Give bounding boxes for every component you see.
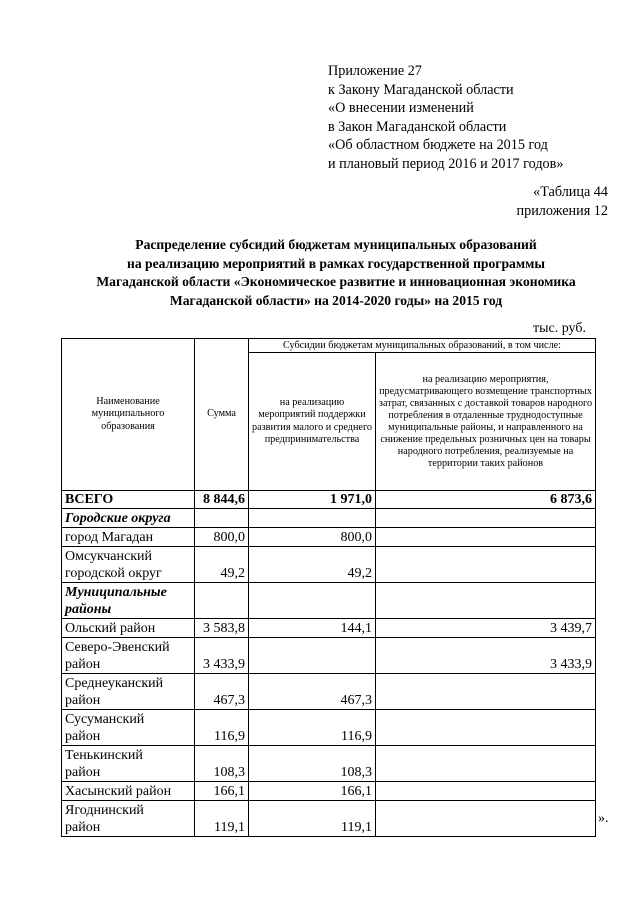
header-col1: на реализацию мероприятий поддержки развития малого и среднего предпринимательства (249, 353, 376, 491)
table-reference-line: приложения 12 (516, 202, 608, 219)
row-sum: 3 433,9 (195, 638, 249, 674)
section-title: Муниципальные районы (62, 583, 195, 619)
row-name: Омсукчанский городской округ (62, 547, 195, 583)
row-col2 (376, 782, 596, 801)
title-line: Распределение субсидий бюджетам муниципальных образований (135, 237, 537, 252)
row-sum: 3 583,8 (195, 619, 249, 638)
row-col2: 3 439,7 (376, 619, 596, 638)
row-name: Среднеуканский район (62, 674, 195, 710)
row-col1 (249, 638, 376, 674)
table-row (62, 547, 596, 583)
row-col2 (376, 710, 596, 746)
appendix-line: «О внесении изменений (328, 100, 474, 117)
row-col1: 467,3 (249, 674, 376, 710)
section-row (62, 583, 596, 619)
total-label: ВСЕГО (62, 491, 195, 509)
row-col2 (376, 674, 596, 710)
title-line: Магаданской области» на 2014-2020 годы» на 2015 год (169, 292, 503, 308)
row-col2 (376, 801, 596, 837)
header-group: Субсидии бюджетам муниципальных образований, в том числе: (249, 339, 596, 353)
row-col2 (376, 547, 596, 583)
table-row (62, 801, 596, 837)
appendix-line: и плановый период 2016 и 2017 годов» (328, 155, 564, 172)
total-row (62, 491, 596, 509)
row-name: Хасынский район (62, 782, 195, 801)
table-row (62, 710, 596, 746)
total-col1: 1 971,0 (249, 491, 376, 509)
appendix-line: «Об областном бюджете на 2015 год (328, 137, 548, 154)
row-sum: 467,3 (195, 674, 249, 710)
header-sum: Сумма (195, 339, 249, 491)
row-sum: 49,2 (195, 547, 249, 583)
row-col1: 144,1 (249, 619, 376, 638)
subsidy-table (61, 338, 596, 837)
section-row (62, 509, 596, 528)
table-row (62, 528, 596, 547)
header-name: Наименование муниципального образования (62, 339, 195, 491)
table-row (62, 746, 596, 782)
row-sum: 116,9 (195, 710, 249, 746)
appendix-line: к Закону Магаданской области (328, 81, 514, 98)
appendix-line: Приложение 27 (328, 63, 422, 79)
row-col2 (376, 746, 596, 782)
row-sum: 800,0 (195, 528, 249, 547)
table-row (62, 638, 596, 674)
row-col2 (376, 528, 596, 547)
row-col1: 116,9 (249, 710, 376, 746)
closing-quote: ». (598, 811, 609, 826)
document-title (40, 236, 632, 310)
row-col2: 3 433,9 (376, 638, 596, 674)
table-row (62, 782, 596, 801)
row-name: Северо-Эвенский район (62, 638, 195, 674)
table-row (62, 674, 596, 710)
row-name: Ольский район (62, 619, 195, 638)
row-name: Тенькинский район (62, 746, 195, 782)
title-line: на реализацию мероприятий в рамках государственной программы (127, 255, 545, 271)
total-col2: 6 873,6 (376, 491, 596, 509)
row-col1: 119,1 (249, 801, 376, 837)
table-reference-line: «Таблица 44 (533, 184, 608, 200)
units-label: тыс. руб. (533, 321, 586, 336)
total-sum: 8 844,6 (195, 491, 249, 509)
row-sum: 119,1 (195, 801, 249, 837)
table-row (62, 619, 596, 638)
appendix-line: в Закон Магаданской области (328, 118, 507, 135)
row-col1: 49,2 (249, 547, 376, 583)
appendix-header (328, 62, 563, 174)
header-col2: на реализацию мероприятия, предусматривающего возмещение транспортных затрат, связанных с доставкой товаров народного потребления в отдаленные труднодоступные муниципальные районы, и направленного на снижение предельных розничных цен на товары народного потребления, реализуемые на территории таких районов (376, 353, 596, 491)
row-col1: 108,3 (249, 746, 376, 782)
title-line: Магаданской области «Экономическое развитие и инновационная экономика (96, 274, 576, 290)
row-name: Сусуманский район (62, 710, 195, 746)
row-name: Ягоднинский район (62, 801, 195, 837)
row-sum: 166,1 (195, 782, 249, 801)
row-sum: 108,3 (195, 746, 249, 782)
section-title: Городские округа (62, 509, 195, 528)
row-name: город Магадан (62, 528, 195, 547)
row-col1: 800,0 (249, 528, 376, 547)
table-reference (517, 183, 608, 220)
row-col1: 166,1 (249, 782, 376, 801)
